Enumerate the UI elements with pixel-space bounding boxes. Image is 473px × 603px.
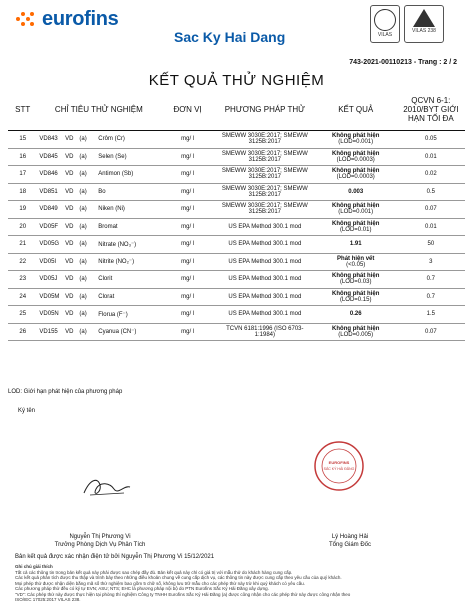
row-result: Phát hiện vết (<0.05) <box>315 253 397 271</box>
row-indicator: Crôm (Cr) <box>96 131 160 149</box>
company-stamp <box>313 440 365 492</box>
row-method: SMEWW 3030E:2017; SMEWW 3125B:2017 <box>215 183 315 201</box>
row-result: 1.91 <box>315 236 397 254</box>
notes-line: Các phương pháp thử đều có ký tự EVN; ASU; NTS; EHC là phương pháp nội bộ do PTN Eurofins Sắc Ký Hải Đăng xây dựng. <box>15 586 269 591</box>
row-result: Không phát hiện (LOD=0.01) <box>315 218 397 236</box>
header-stt: STT <box>8 89 37 131</box>
row-limit: 0.5 <box>397 183 465 201</box>
row-limit: 0.01 <box>397 148 465 166</box>
row-method: US EPA Method 300.1 mod <box>215 306 315 324</box>
notes-block <box>15 564 460 603</box>
row-stt: 17 <box>8 166 37 184</box>
row-unit: mg/ l <box>160 271 215 289</box>
row-unit: mg/ l <box>160 201 215 219</box>
row-indicator: Bo <box>96 183 160 201</box>
row-unit: mg/ l <box>160 288 215 306</box>
table-row <box>8 131 465 149</box>
table-row <box>8 148 465 166</box>
row-stt: 25 <box>8 306 37 324</box>
row-method: US EPA Method 300.1 mod <box>215 288 315 306</box>
row-code: VD845 VD (a) <box>37 148 96 166</box>
notes-line: Mọi phép thử được nhận diện bằng mã số thử nghiệm bao gồm 5 chữ số, không lưu trữ mẫu cho các phép thử này trừ khi quý khách có yêu cầu. <box>15 580 305 586</box>
row-code: VD851 VD (a) <box>37 183 96 201</box>
row-result: 0.003 <box>315 183 397 201</box>
row-indicator: Florua (F⁻) <box>96 306 160 324</box>
row-unit: mg/ l <box>160 218 215 236</box>
row-stt: 26 <box>8 323 37 341</box>
notes-line: "VD": Các phép thử này được thực hiện tại phòng thí nghiệm Công ty TNHH Eurofins Sắc Ký Hải Đăng (a) được công nhận cho các phép thử này được công nhận theo <box>15 591 351 597</box>
row-stt: 20 <box>8 218 37 236</box>
header-method: PHƯƠNG PHÁP THỬ <box>215 89 315 131</box>
table-row <box>8 306 465 324</box>
row-limit: 0.01 <box>397 218 465 236</box>
sub-brand: Sac Ky Hai Dang <box>174 29 286 45</box>
row-result: Không phát hiện (LOD=0.0003) <box>315 148 397 166</box>
signer2-position: Tổng Giám Đốc <box>328 542 371 548</box>
row-unit: mg/ l <box>160 131 215 149</box>
table-row <box>8 183 465 201</box>
header-result: KẾT QUẢ <box>315 89 397 131</box>
table-row <box>8 288 465 306</box>
row-indicator: Clorat <box>96 288 160 306</box>
accreditation-badge-1: VILAS <box>370 5 400 43</box>
signer2-name: Lý Hoàng Hải <box>331 534 369 540</box>
row-method: SMEWW 3030E:2017; SMEWW 3125B:2017 <box>215 131 315 149</box>
notes-line: Tất cả các thông tin trong bản kết quả này phải được sao chép đầy đủ. Bản kết quả này chỉ có giá trị với mẫu thử do khách hàng cung cấp. <box>15 569 293 575</box>
row-indicator: Nitrate (NO₃⁻) <box>96 236 160 254</box>
row-stt: 18 <box>8 183 37 201</box>
row-result: Không phát hiện (LOD=0.005) <box>315 323 397 341</box>
row-method: SMEWW 3030E:2017; SMEWW 3125B:2017 <box>215 148 315 166</box>
row-limit: 0.07 <box>397 323 465 341</box>
row-unit: mg/ l <box>160 148 215 166</box>
row-stt: 16 <box>8 148 37 166</box>
lod-note: LOD: Giới hạn phát hiện của phương pháp <box>8 389 123 395</box>
signature-image <box>80 475 134 501</box>
row-limit: 0.07 <box>397 201 465 219</box>
row-result: Không phát hiện (LOD=0.03) <box>315 271 397 289</box>
row-unit: mg/ l <box>160 323 215 341</box>
row-indicator: Selen (Se) <box>96 148 160 166</box>
row-code: VD05M VD (a) <box>37 288 96 306</box>
row-method: SMEWW 3030E:2017; SMEWW 3125B:2017 <box>215 201 315 219</box>
row-indicator: Clorit <box>96 271 160 289</box>
row-result: Không phát hiện (LOD=0.15) <box>315 288 397 306</box>
row-method: US EPA Method 300.1 mod <box>215 253 315 271</box>
results-table <box>8 89 465 341</box>
electronic-confirmation: Bản kết quả được xác nhận điện tử bởi Nguyễn Thị Phương Vi 15/12/2021 <box>15 554 215 560</box>
header-limit: QCVN 6-1: 2010/BYT GIỚI HẠN TỐI ĐA <box>397 89 465 131</box>
row-stt: 23 <box>8 271 37 289</box>
row-stt: 21 <box>8 236 37 254</box>
eurofins-logo <box>16 8 146 30</box>
table-row <box>8 218 465 236</box>
table-row <box>8 323 465 341</box>
row-code: VD05G VD (a) <box>37 236 96 254</box>
row-stt: 15 <box>8 131 37 149</box>
accreditation-badge-2: VILAS 238 <box>404 5 444 43</box>
header-unit: ĐƠN VỊ <box>160 89 215 131</box>
document-reference: 743-2021-00110213 - Trang : 2 / 2 <box>349 59 457 66</box>
row-code: VD05N VD (a) <box>37 306 96 324</box>
row-unit: mg/ l <box>160 306 215 324</box>
row-code: VD846 VD (a) <box>37 166 96 184</box>
row-code: VD155 VD (a) <box>37 323 96 341</box>
notes-title: Ghi chú giải thích <box>15 564 53 569</box>
row-limit: 1.5 <box>397 306 465 324</box>
row-result: Không phát hiện (LOD=0.0003) <box>315 166 397 184</box>
signer1-position: Trưởng Phòng Dịch Vụ Phân Tích <box>54 542 146 548</box>
table-row <box>8 236 465 254</box>
row-result: 0.26 <box>315 306 397 324</box>
notes-line: Các kết quả phân tích được thu thập và trình bày theo những điều khoản chung về cung cấp dịch vụ, các thông tin này được cung cấp theo yêu cầu của quý khách. <box>15 575 342 580</box>
vilas-triangle-icon <box>413 9 435 27</box>
row-unit: mg/ l <box>160 166 215 184</box>
row-stt: 19 <box>8 201 37 219</box>
row-code: VD849 VD (a) <box>37 201 96 219</box>
row-method: US EPA Method 300.1 mod <box>215 236 315 254</box>
row-stt: 22 <box>8 253 37 271</box>
table-row <box>8 166 465 184</box>
row-limit: 3 <box>397 253 465 271</box>
svg-text:EUROFINS: EUROFINS <box>328 460 350 465</box>
page-title: KẾT QUẢ THỬ NGHIỆM <box>148 72 325 89</box>
row-method: US EPA Method 300.1 mod <box>215 218 315 236</box>
svg-text:SẮC KÝ HẢI ĐĂNG: SẮC KÝ HẢI ĐĂNG <box>323 467 355 471</box>
row-code: VD05I VD (a) <box>37 253 96 271</box>
row-unit: mg/ l <box>160 183 215 201</box>
row-limit: 0.05 <box>397 131 465 149</box>
row-method: TCVN 6181:1996 (ISO 6703-1:1984) <box>215 323 315 341</box>
row-code: VD05J VD (a) <box>37 271 96 289</box>
sign-label: Ký tên <box>18 408 36 414</box>
row-limit: 0.7 <box>397 271 465 289</box>
row-unit: mg/ l <box>160 236 215 254</box>
table-row <box>8 201 465 219</box>
table-row <box>8 253 465 271</box>
row-method: SMEWW 3030E:2017; SMEWW 3125B:2017 <box>215 166 315 184</box>
row-unit: mg/ l <box>160 253 215 271</box>
row-code: VD05F VD (a) <box>37 218 96 236</box>
row-indicator: Bromat <box>96 218 160 236</box>
notes-line: ISO/IEC 17025:2017 VILAS 238. <box>15 597 81 602</box>
row-result: Không phát hiện (LOD=0.001) <box>315 201 397 219</box>
row-indicator: Niken (Ni) <box>96 201 160 219</box>
row-stt: 24 <box>8 288 37 306</box>
row-code: VD843 VD (a) <box>37 131 96 149</box>
row-limit: 50 <box>397 236 465 254</box>
accreditation-seal-icon <box>374 9 396 31</box>
row-limit: 0.7 <box>397 288 465 306</box>
row-result: Không phát hiện (LOD=0.001) <box>315 131 397 149</box>
row-method: US EPA Method 300.1 mod <box>215 271 315 289</box>
row-limit: 0.02 <box>397 166 465 184</box>
table-header-row <box>8 89 465 131</box>
table-row <box>8 271 465 289</box>
signer1-name: Nguyễn Thị Phương Vi <box>69 534 131 540</box>
brand-name: eurofins <box>42 8 119 30</box>
logo-dots-icon <box>16 11 36 29</box>
row-indicator: Antimon (Sb) <box>96 166 160 184</box>
header-indicator: CHỈ TIÊU THỬ NGHIỆM <box>37 89 160 131</box>
row-indicator: Nitrite (NO₂⁻) <box>96 253 160 271</box>
row-indicator: Cyanua (CN⁻) <box>96 323 160 341</box>
